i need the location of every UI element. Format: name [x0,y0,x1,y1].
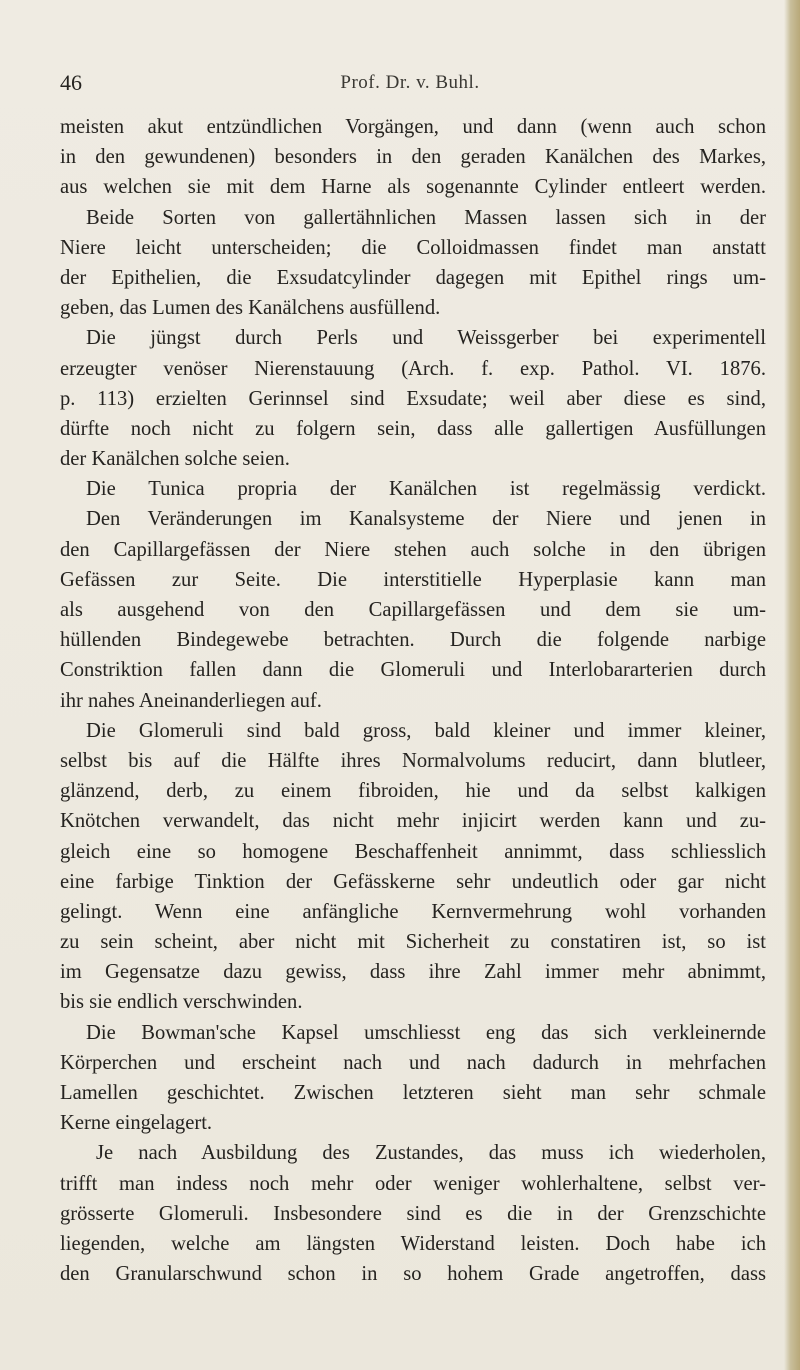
page-edge-shadow [784,0,800,1370]
text-line: den Capillargefässen der Niere stehen auch solche in den übrigen [60,538,766,561]
text-line: erzeugter venöser Nierenstauung (Arch. f. exp. Pathol. VI. 1876. [60,357,766,380]
text-line: der Epithelien, die Exsudatcylinder dagegen mit Epithel rings um- [60,266,766,289]
text-line: Den Veränderungen im Kanalsysteme der Niere und jenen in [86,508,766,531]
text-line: Die Tunica propria der Kanälchen ist regelmässig verdickt. [86,478,766,501]
text-line: Die Glomeruli sind bald gross, bald kleiner und immer kleiner, [86,719,766,742]
text-line: Die Bowman'sche Kapsel umschliesst eng das sich verkleinernde [86,1021,766,1044]
text-line: gelingt. Wenn eine anfängliche Kernvermehrung wohl vorhanden [60,900,766,923]
text-line: grösserte Glomeruli. Insbesondere sind es die in der Grenzschichte [60,1202,766,1225]
text-line: Körperchen und erscheint nach und nach dadurch in mehrfachen [60,1051,766,1074]
text-line: Constriktion fallen dann die Glomeruli und Interlobararterien durch [60,659,766,682]
text-line: glänzend, derb, zu einem fibroiden, hie und da selbst kalkigen [60,780,766,803]
text-line: den Granularschwund schon in so hohem Grade angetroffen, dass [60,1263,766,1286]
text-line: geben, das Lumen des Kanälchens ausfüllend. [60,297,441,320]
text-line: ihr nahes Aneinanderliegen auf. [60,689,322,712]
text-line: im Gegensatze dazu gewiss, dass ihre Zahl immer mehr abnimmt, [60,961,766,984]
text-line: Die jüngst durch Perls und Weissgerber bei experimentell [86,327,766,350]
text-line: Kerne eingelagert. [60,1112,213,1135]
text-line: dürfte noch nicht zu folgern sein, dass alle gallertigen Ausfüllungen [60,417,766,440]
text-line: p. 113) erzielten Gerinnsel sind Exsudate; weil aber diese es sind, [60,387,766,410]
text-line: bis sie endlich verschwinden. [60,991,303,1014]
text-line: in den gewundenen) besonders in den geraden Kanälchen des Markes, [60,146,766,169]
text-line: als ausgehend von den Capillargefässen und dem sie um- [60,599,766,621]
text-line: der Kanälchen solche seien. [60,448,290,471]
text-line: Niere leicht unterscheiden; die Colloidmassen findet man anstatt [60,236,766,259]
text-line: Knötchen verwandelt, das nicht mehr injicirt werden kann und zu- [60,810,766,833]
page-header [60,70,760,110]
text-line: trifft man indess noch mehr oder weniger wohlerhaltene, selbst ver- [60,1172,766,1195]
body-text [60,112,766,1289]
text-line: liegenden, welche am längsten Widerstand leisten. Doch habe ich [60,1232,766,1255]
page-number: 46 [60,70,82,95]
text-line: zu sein scheint, aber nicht mit Sicherheit zu constatiren ist, so ist [60,931,766,954]
text-line: meisten akut entzündlichen Vorgängen, und dann (wenn auch schon [60,116,766,138]
text-line: hüllenden Bindegewebe betrachten. Durch die folgende narbige [60,629,766,652]
text-line: eine farbige Tinktion der Gefässkerne sehr undeutlich oder gar nicht [60,870,766,893]
text-line: Gefässen zur Seite. Die interstitielle Hyperplasie kann man [60,568,766,591]
text-line: Je nach Ausbildung des Zustandes, das muss ich wiederholen, [96,1142,766,1165]
text-line: gleich eine so homogene Beschaffenheit annimmt, dass schliesslich [60,840,766,863]
running-head: Prof. Dr. v. Buhl. [340,72,480,93]
text-line: aus welchen sie mit dem Harne als sogenannte Cylinder entleert werden. [60,176,766,199]
text-line: Beide Sorten von gallertähnlichen Massen lassen sich in der [86,206,766,229]
text-line: selbst bis auf die Hälfte ihres Normalvolums reducirt, dann blutleer, [60,749,766,772]
text-line: Lamellen geschichtet. Zwischen letzteren sieht man sehr schmale [60,1082,766,1104]
